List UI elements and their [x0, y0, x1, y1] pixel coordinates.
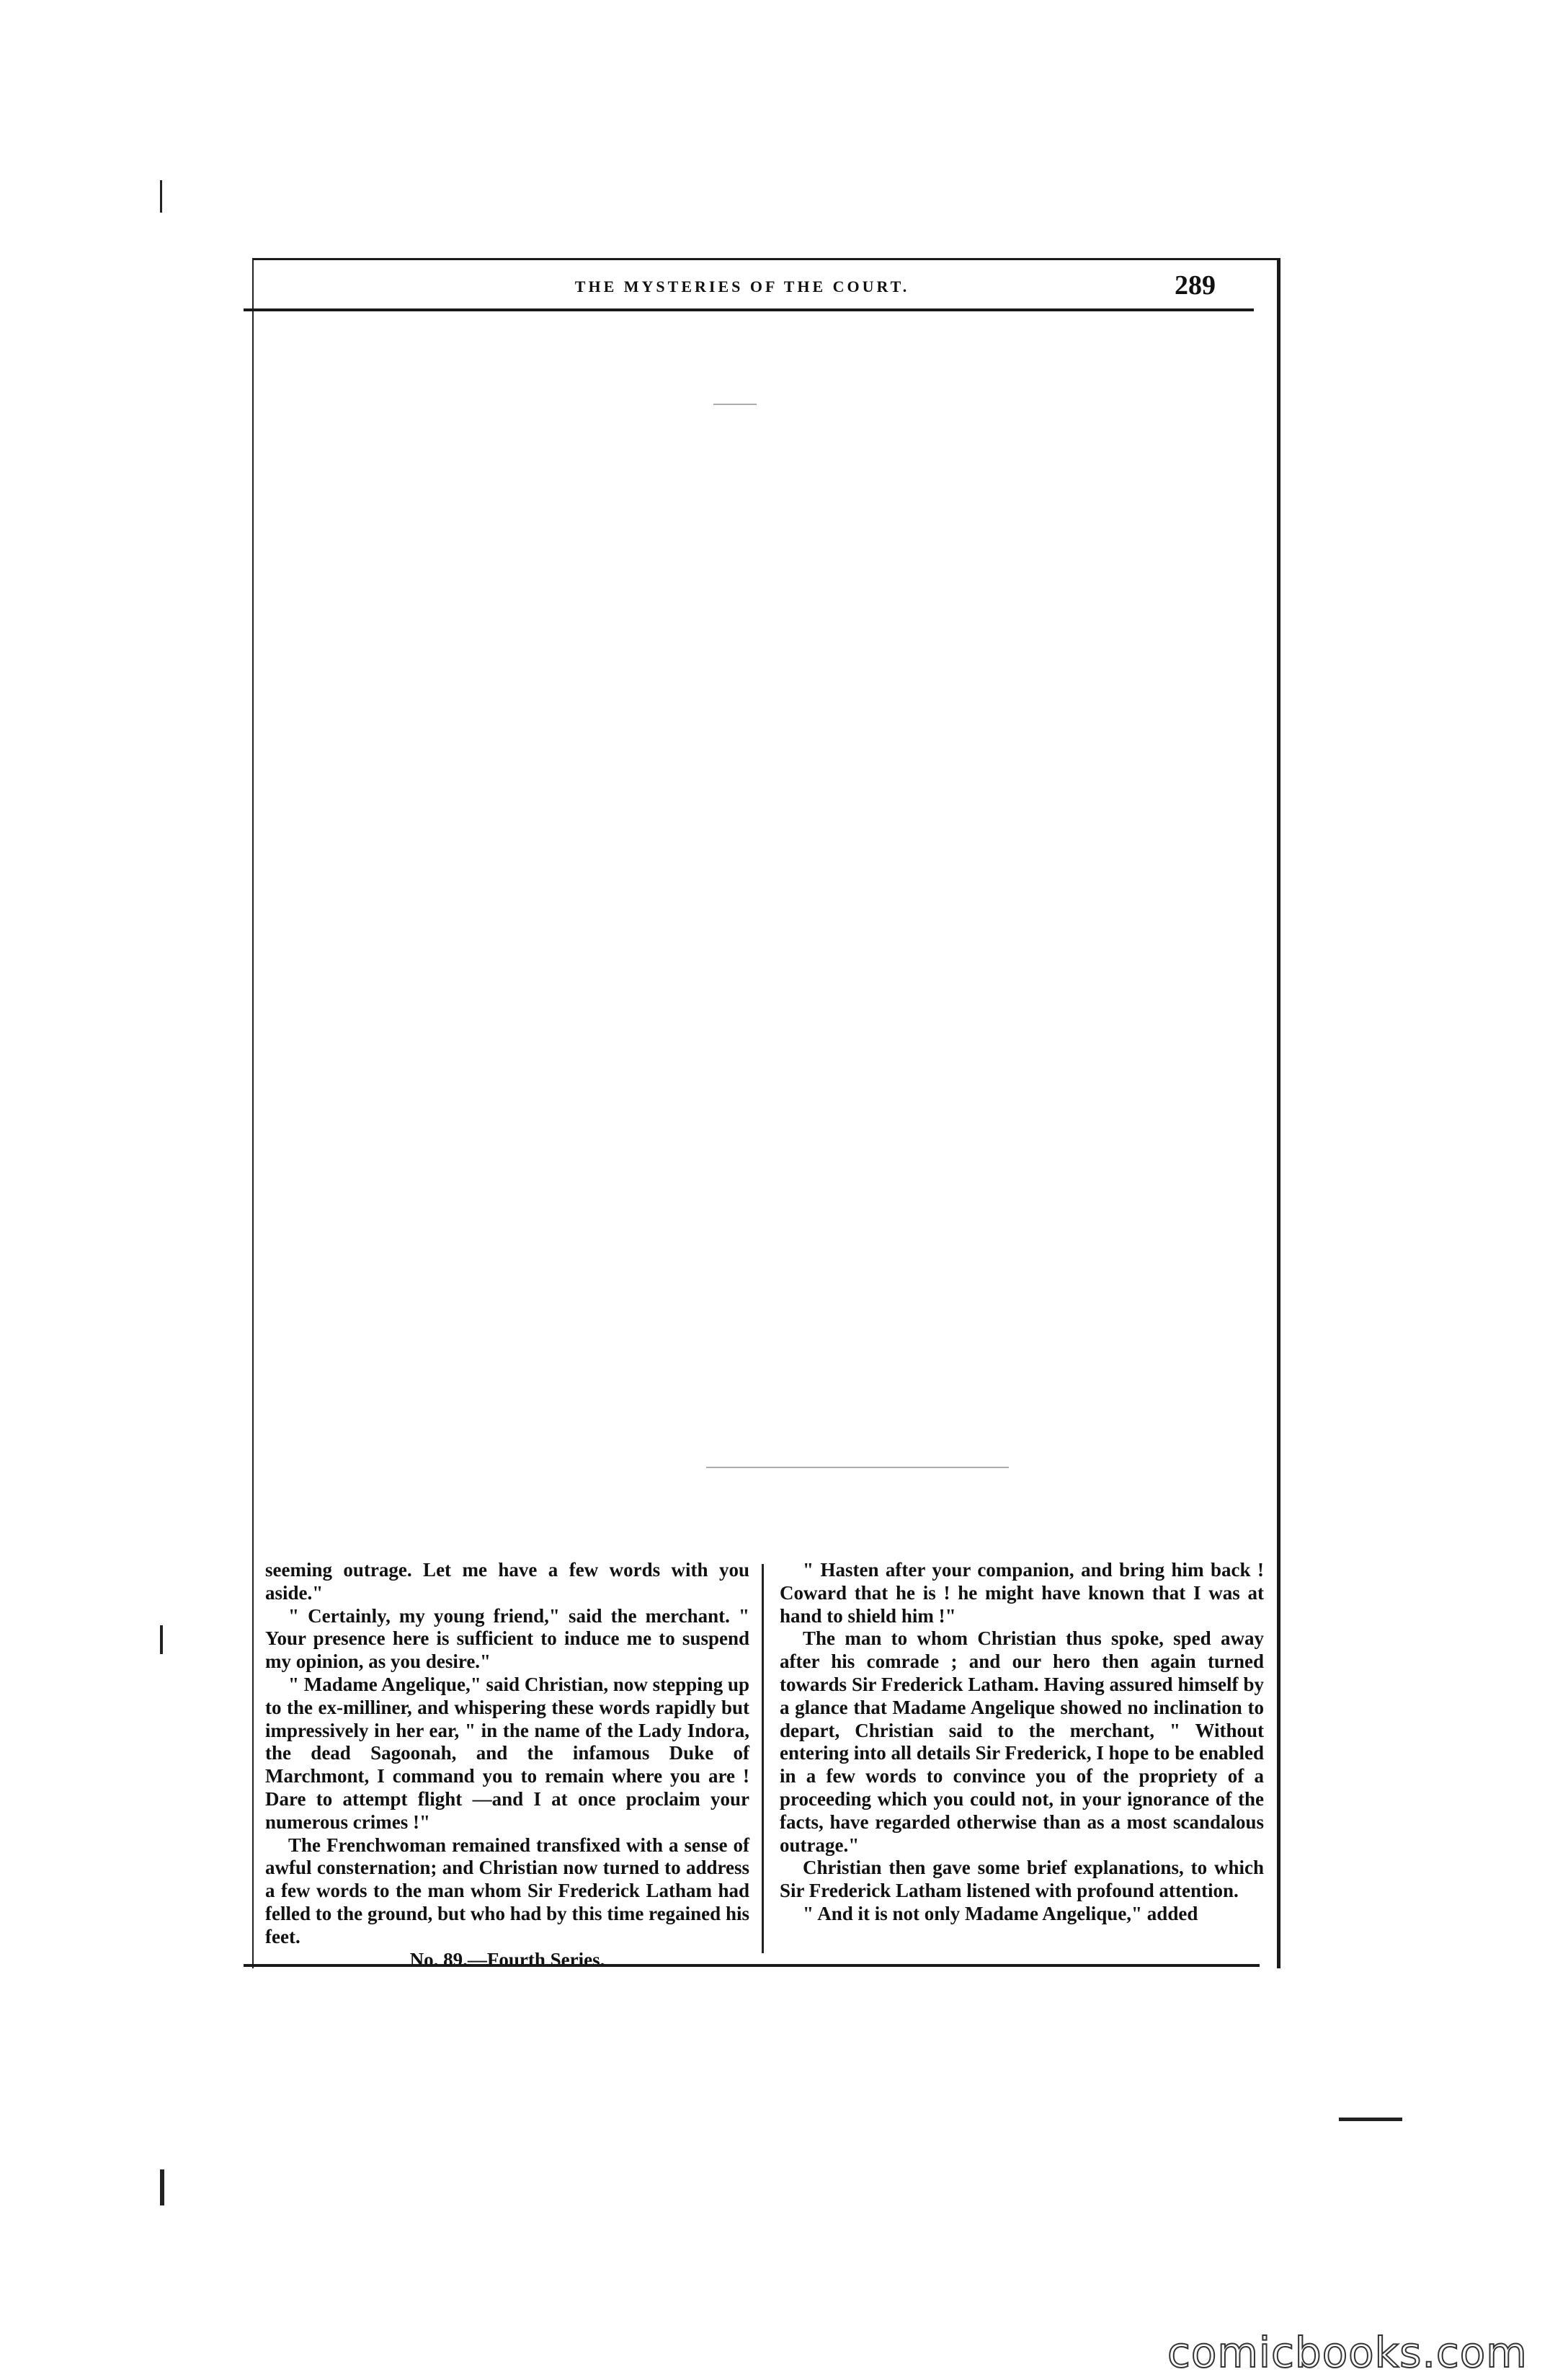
paragraph: " Certainly, my young friend," said the merchant. " Your presence here is sufficient to induce me to suspend my opinion, as you desire." — [265, 1604, 749, 1673]
column-divider — [762, 1564, 764, 1953]
paragraph: seeming outrage. Let me have a few words with you aside." — [265, 1559, 749, 1604]
margin-mark — [160, 2169, 164, 2205]
blank-illustration-area — [274, 321, 1254, 1546]
watermark: comicbooks.com — [1167, 2328, 1528, 2377]
paragraph: " And it is not only Madame Angelique," added — [803, 1902, 1198, 1924]
margin-mark — [1339, 2118, 1402, 2121]
margin-mark — [160, 1625, 163, 1654]
header-rule — [244, 308, 1254, 311]
series-line: No. 89.—Fourth Series. — [409, 1948, 605, 1971]
paragraph: " Madame Angelique," said Christian, now stepping up to the ex-milliner, and whispering these words rapidly but impressively in her ear, " in the name of the Lady Indora, the dead Sagoonah, and the infamous Duke of Marchmont, I command you to remain where you are ! Dare to attempt flight —and I at once proclaim your numerous crimes !" — [265, 1673, 749, 1833]
running-title: THE MYSTERIES OF THE COURT. — [574, 277, 910, 296]
margin-mark — [160, 180, 162, 213]
right-text-column — [780, 1559, 1264, 1926]
page-number: 289 — [1175, 270, 1216, 301]
print-smudge — [713, 404, 757, 405]
left-text-column — [265, 1559, 749, 1971]
bottom-rule — [244, 1964, 1260, 1967]
print-smudge — [706, 1467, 1009, 1468]
paragraph: Christian then gave some brief explanations, to which Sir Frederick Latham listened with profound attention. — [780, 1857, 1264, 1902]
paragraph: The Frenchwoman remained transfixed with a sense of awful consternation; and Christian now turned to address a few words to the man whom Sir Frederick Latham had felled to the ground, but who had by this time regained his feet. — [265, 1834, 749, 1947]
paragraph: The man to whom Christian thus spoke, sped away after his comrade ; and our hero then again turned towards Sir Frederick Latham. Having assured himself by a glance that Madame Angelique showed no inclination to depart, Christian said to the merchant, " Without entering into all details Sir Frederick, I hope to be enabled in a few words to convince you of the propriety of a proceeding which you could not, in your ignorance of the facts, have regarded otherwise than as a most scandalous outrage." — [780, 1627, 1264, 1856]
paragraph: " Hasten after your companion, and bring him back ! Coward that he is ! he might have known that I was at hand to shield him !" — [780, 1559, 1264, 1627]
